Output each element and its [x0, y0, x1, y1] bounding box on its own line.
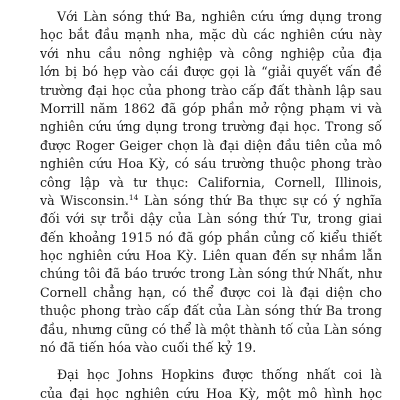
text-line: Morrill năm 1862 đã góp phần mở rộng phạm vi và — [40, 100, 382, 116]
body-text — [40, 8, 382, 400]
text-line: Đại học Johns Hopkins được thống nhất coi là — [57, 367, 382, 383]
text-line: với nhu cầu nông nghiệp và công nghiệp của địa — [40, 45, 382, 61]
text-line: chúng tôi đã báo trước trong Làn sóng thứ Nhất, như — [40, 266, 382, 282]
paragraph — [40, 366, 382, 400]
text-line: thuộc phong trào cấp đất của Làn sóng thứ Ba trong — [40, 303, 382, 319]
text-line: đối với sự trỗi dậy của Làn sóng thứ Tư, trong giai — [40, 211, 382, 227]
text-line: nghiên cứu Hoa Kỳ, có sáu trường thuộc phong trào — [40, 156, 382, 172]
text-line: Cornell chẳng hạn, có thể được coi là đại diện cho — [40, 284, 382, 300]
text-line: và Wisconsin.$^{14}$ Làn sóng thứ Ba thực sự có ý nghĩa — [40, 192, 382, 208]
text-line: nghiên cứu ứng dụng trong trường đại học. Trong số — [40, 119, 382, 135]
paragraph — [40, 8, 382, 357]
text-line: nó đã tiến hóa vào cuối thế kỷ 19. — [40, 340, 257, 356]
text-line: công lập và tư thục: California, Cornell, Illinois, — [40, 174, 382, 190]
text-line: được Roger Geiger chọn là đại diện đầu tiên của mô — [40, 137, 382, 153]
text-line: đến khoảng 1915 nó đã góp phần củng cố kiểu thiết — [40, 229, 382, 245]
footnote-marker: 14 — [128, 192, 139, 202]
text-line: đầu, nhưng cũng có thể là một thành tố của Làn sóng — [40, 321, 382, 337]
text-line: học bắt đầu mạnh nha, mặc dù các nghiên cứu này — [40, 27, 382, 43]
text-line: trường đại học của phong trào cấp đất thành lập sau — [40, 82, 382, 98]
text-line: Với Làn sóng thứ Ba, nghiên cứu ứng dụng trong — [57, 9, 382, 24]
text-line: của đại học nghiên cứu Hoa Kỳ, một mô hình học — [40, 385, 382, 400]
text-line: lớn bị bó hẹp vào cái được gọi là “giải quyết vấn đề — [40, 64, 382, 80]
text-line: học nghiên cứu Hoa Kỳ. Liên quan đến sự nhầm lẫn — [40, 248, 382, 264]
paragraph-gap — [40, 357, 382, 366]
